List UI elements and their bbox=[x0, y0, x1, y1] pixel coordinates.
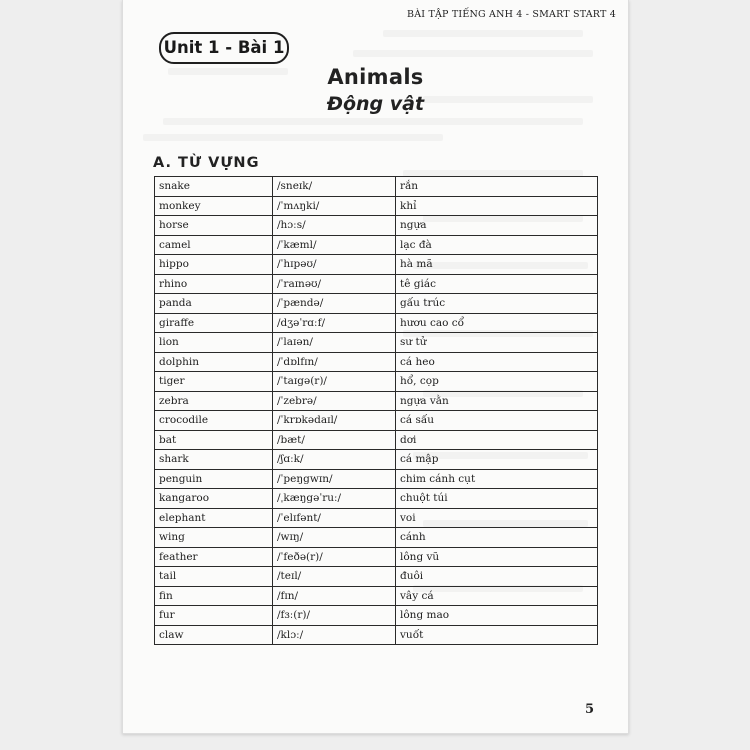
vocab-word: wing bbox=[155, 528, 273, 548]
vocab-word: dolphin bbox=[155, 352, 273, 372]
vocabulary-row bbox=[155, 294, 598, 314]
vocab-meaning: chim cánh cụt bbox=[396, 469, 598, 489]
vocab-meaning: vây cá bbox=[396, 586, 598, 606]
vocab-meaning: ngựa bbox=[396, 216, 598, 236]
vocab-meaning: vuốt bbox=[396, 625, 598, 645]
vocab-pronunciation: /sneɪk/ bbox=[273, 177, 396, 197]
vocabulary-row bbox=[155, 489, 598, 509]
section-heading: A. TỪ VỰNG bbox=[153, 155, 260, 171]
vocab-meaning: tê giác bbox=[396, 274, 598, 294]
vocab-word: tiger bbox=[155, 372, 273, 392]
vocab-word: penguin bbox=[155, 469, 273, 489]
vocab-pronunciation: /ˈtaɪgə(r)/ bbox=[273, 372, 396, 392]
vocab-word: hippo bbox=[155, 255, 273, 275]
running-head: BÀI TẬP TIẾNG ANH 4 - SMART START 4 bbox=[407, 9, 616, 20]
vocabulary-row bbox=[155, 391, 598, 411]
vocab-word: horse bbox=[155, 216, 273, 236]
vocab-meaning: chuột túi bbox=[396, 489, 598, 509]
vocab-meaning: dơi bbox=[396, 430, 598, 450]
lesson-subtitle: Động vật bbox=[326, 93, 425, 115]
vocab-word: tail bbox=[155, 567, 273, 587]
vocab-pronunciation: /ˈelɪfənt/ bbox=[273, 508, 396, 528]
vocabulary-row bbox=[155, 274, 598, 294]
vocabulary-row bbox=[155, 528, 598, 548]
vocabulary-row bbox=[155, 508, 598, 528]
vocab-meaning: lạc đà bbox=[396, 235, 598, 255]
vocab-pronunciation: /ˈraɪnəʊ/ bbox=[273, 274, 396, 294]
vocabulary-row bbox=[155, 586, 598, 606]
lesson-title: Animals bbox=[327, 65, 424, 89]
vocab-word: monkey bbox=[155, 196, 273, 216]
vocabulary-row bbox=[155, 177, 598, 197]
vocab-pronunciation: /fɪn/ bbox=[273, 586, 396, 606]
vocab-pronunciation: /ˌkæŋgəˈruː/ bbox=[273, 489, 396, 509]
vocab-meaning: cá sấu bbox=[396, 411, 598, 431]
vocab-word: giraffe bbox=[155, 313, 273, 333]
vocab-pronunciation: /ˈpændə/ bbox=[273, 294, 396, 314]
vocab-pronunciation: /ˈkrɒkədaɪl/ bbox=[273, 411, 396, 431]
vocab-word: shark bbox=[155, 450, 273, 470]
vocabulary-row bbox=[155, 469, 598, 489]
vocab-pronunciation: /ˈzebrə/ bbox=[273, 391, 396, 411]
vocabulary-row bbox=[155, 235, 598, 255]
vocab-pronunciation: /ˈkæml/ bbox=[273, 235, 396, 255]
vocab-pronunciation: /dʒəˈrɑːf/ bbox=[273, 313, 396, 333]
vocab-pronunciation: /ʃɑːk/ bbox=[273, 450, 396, 470]
vocab-meaning: sư tử bbox=[396, 333, 598, 353]
vocabulary-row bbox=[155, 333, 598, 353]
vocab-pronunciation: /klɔː/ bbox=[273, 625, 396, 645]
vocabulary-row bbox=[155, 625, 598, 645]
page-number: 5 bbox=[585, 702, 595, 717]
vocab-word: fur bbox=[155, 606, 273, 626]
vocab-meaning: khỉ bbox=[396, 196, 598, 216]
vocab-pronunciation: /bæt/ bbox=[273, 430, 396, 450]
vocabulary-row bbox=[155, 196, 598, 216]
vocab-pronunciation: /ˈlaɪən/ bbox=[273, 333, 396, 353]
vocab-word: snake bbox=[155, 177, 273, 197]
vocab-meaning: cá mập bbox=[396, 450, 598, 470]
vocab-meaning: rắn bbox=[396, 177, 598, 197]
vocabulary-row bbox=[155, 547, 598, 567]
vocabulary-row bbox=[155, 567, 598, 587]
vocab-word: lion bbox=[155, 333, 273, 353]
vocab-word: bat bbox=[155, 430, 273, 450]
unit-label-pill: Unit 1 - Bài 1 bbox=[159, 32, 289, 64]
vocab-word: rhino bbox=[155, 274, 273, 294]
vocab-meaning: cá heo bbox=[396, 352, 598, 372]
vocab-word: claw bbox=[155, 625, 273, 645]
vocabulary-table bbox=[154, 176, 598, 645]
vocab-pronunciation: /hɔːs/ bbox=[273, 216, 396, 236]
vocab-pronunciation: /ˈpeŋgwɪn/ bbox=[273, 469, 396, 489]
vocab-word: elephant bbox=[155, 508, 273, 528]
vocab-pronunciation: /ˈhɪpəʊ/ bbox=[273, 255, 396, 275]
vocab-pronunciation: /teɪl/ bbox=[273, 567, 396, 587]
vocabulary-row bbox=[155, 606, 598, 626]
vocab-meaning: hổ, cọp bbox=[396, 372, 598, 392]
vocabulary-row bbox=[155, 372, 598, 392]
vocab-pronunciation: /ˈdɒlfɪn/ bbox=[273, 352, 396, 372]
vocabulary-row bbox=[155, 411, 598, 431]
vocab-word: kangaroo bbox=[155, 489, 273, 509]
vocab-word: fin bbox=[155, 586, 273, 606]
vocab-meaning: voi bbox=[396, 508, 598, 528]
vocab-word: feather bbox=[155, 547, 273, 567]
vocab-pronunciation: /ˈfeðə(r)/ bbox=[273, 547, 396, 567]
vocab-meaning: đuôi bbox=[396, 567, 598, 587]
document-page bbox=[122, 0, 629, 734]
vocab-meaning: ngựa vằn bbox=[396, 391, 598, 411]
vocab-meaning: hươu cao cổ bbox=[396, 313, 598, 333]
vocab-word: zebra bbox=[155, 391, 273, 411]
vocab-meaning: lông mao bbox=[396, 606, 598, 626]
vocab-meaning: cánh bbox=[396, 528, 598, 548]
vocabulary-row bbox=[155, 352, 598, 372]
vocab-meaning: hà mã bbox=[396, 255, 598, 275]
vocabulary-row bbox=[155, 216, 598, 236]
vocab-pronunciation: /wɪŋ/ bbox=[273, 528, 396, 548]
vocabulary-row bbox=[155, 450, 598, 470]
vocabulary-row bbox=[155, 313, 598, 333]
vocab-meaning: lông vũ bbox=[396, 547, 598, 567]
vocab-pronunciation: /fɜː(r)/ bbox=[273, 606, 396, 626]
vocab-word: camel bbox=[155, 235, 273, 255]
vocab-pronunciation: /ˈmʌŋki/ bbox=[273, 196, 396, 216]
vocab-meaning: gấu trúc bbox=[396, 294, 598, 314]
vocabulary-row bbox=[155, 430, 598, 450]
vocab-word: panda bbox=[155, 294, 273, 314]
vocabulary-row bbox=[155, 255, 598, 275]
vocab-word: crocodile bbox=[155, 411, 273, 431]
